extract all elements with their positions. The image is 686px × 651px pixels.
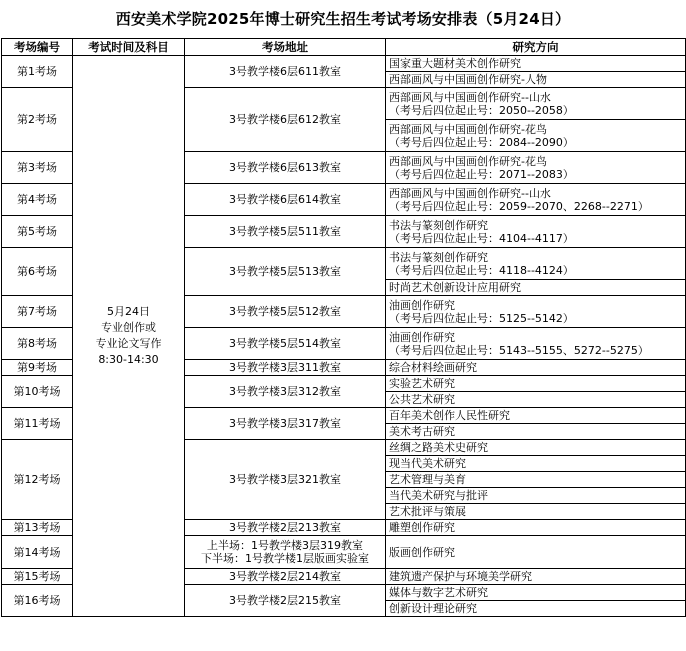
direction-cell: [386, 72, 686, 88]
direction-exam-range: （考号后四位起止号：5125--5142）: [389, 311, 574, 325]
direction-cell: [386, 248, 686, 280]
address-cell: [185, 296, 386, 328]
address-line: 3号教学楼2层214教室: [229, 570, 341, 583]
address-cell: [185, 248, 386, 296]
time-subject-cell: [73, 56, 185, 617]
room-id-cell: 第16考场: [2, 585, 73, 617]
address-cell: [185, 216, 386, 248]
direction-cell: [386, 328, 686, 360]
address-line: 3号教学楼6层613教室: [229, 161, 341, 174]
room-id-cell: 第15考场: [2, 569, 73, 585]
direction-cell: [386, 504, 686, 520]
room-id-cell: 第3考场: [2, 152, 73, 184]
address-cell: [185, 152, 386, 184]
room-id-cell: 第8考场: [2, 328, 73, 360]
direction-name: 丝绸之路美术史研究: [389, 441, 488, 454]
address-line: 3号教学楼5层512教室: [229, 305, 341, 318]
direction-name: 西部画风与中国画创作研究--山水: [389, 90, 551, 104]
address-line: 3号教学楼5层514教室: [229, 337, 341, 350]
direction-cell: [386, 408, 686, 424]
direction-exam-range: （考号后四位起止号：2050--2058）: [389, 103, 574, 117]
direction-cell: [386, 601, 686, 617]
direction-name: 艺术管理与美育: [389, 473, 466, 486]
direction-name: 油画创作研究: [389, 330, 455, 344]
direction-exam-range: （考号后四位起止号：5143--5155、5272--5275）: [389, 343, 649, 357]
direction-name: 书法与篆刻创作研究: [389, 250, 488, 264]
address-cell: [185, 328, 386, 360]
direction-name: 雕塑创作研究: [389, 521, 455, 534]
address-cell: [185, 536, 386, 569]
address-line: 3号教学楼2层213教室: [229, 521, 341, 534]
exam-room-table: [1, 38, 686, 617]
room-id-cell: 第1考场: [2, 56, 73, 88]
address-cell: [185, 440, 386, 520]
direction-name: 油画创作研究: [389, 298, 455, 312]
direction-exam-range: （考号后四位起止号：4118--4124）: [389, 263, 574, 277]
direction-cell: [386, 184, 686, 216]
direction-cell: [386, 56, 686, 72]
direction-name: 书法与篆刻创作研究: [389, 218, 488, 232]
direction-name: 综合材料绘画研究: [389, 361, 477, 374]
direction-cell: [386, 440, 686, 456]
time-subject-line: 5月24日: [107, 305, 150, 318]
direction-name: 公共艺术研究: [389, 393, 455, 406]
direction-exam-range: （考号后四位起止号：4104--4117）: [389, 231, 574, 245]
time-subject-line: 8:30-14:30: [98, 353, 159, 366]
direction-exam-range: （考号后四位起止号：2084--2090）: [389, 135, 574, 149]
header-room-id: 考场编号: [2, 39, 73, 56]
room-id-cell: 第9考场: [2, 360, 73, 376]
direction-cell: [386, 536, 686, 569]
address-cell: [185, 88, 386, 152]
page-title: 西安美术学院2025年博士研究生招生考试考场安排表（5月24日）: [115, 10, 571, 28]
address-line: 3号教学楼6层611教室: [229, 65, 341, 78]
address-cell: [185, 56, 386, 88]
direction-name: 艺术批评与策展: [389, 505, 466, 518]
direction-cell: [386, 472, 686, 488]
direction-cell: [386, 456, 686, 472]
address-line: 3号教学楼3层312教室: [229, 385, 341, 398]
room-id-cell: 第7考场: [2, 296, 73, 328]
direction-cell: [386, 488, 686, 504]
direction-cell: [386, 360, 686, 376]
direction-name: 国家重大题材美术创作研究: [389, 57, 521, 70]
room-id-cell: 第14考场: [2, 536, 73, 569]
address-cell: [185, 376, 386, 408]
direction-name: 西部画风与中国画创作研究--山水: [389, 186, 551, 200]
direction-cell: [386, 152, 686, 184]
direction-name: 百年美术创作人民性研究: [389, 409, 510, 422]
direction-name: 现当代美术研究: [389, 457, 466, 470]
direction-name: 西部画风与中国画创作研究-人物: [389, 73, 547, 86]
time-subject-line: 专业创作或: [101, 321, 156, 334]
direction-name: 创新设计理论研究: [389, 602, 477, 615]
address-cell: [185, 360, 386, 376]
room-id-cell: 第10考场: [2, 376, 73, 408]
direction-cell: [386, 569, 686, 585]
address-line: 3号教学楼6层612教室: [229, 113, 341, 126]
address-line: 上半场：1号教学楼3层319教室: [207, 539, 363, 552]
direction-name: 实验艺术研究: [389, 377, 455, 390]
address-line: 3号教学楼5层513教室: [229, 265, 341, 278]
direction-name: 媒体与数字艺术研究: [389, 586, 488, 599]
address-cell: [185, 408, 386, 440]
direction-cell: [386, 585, 686, 601]
direction-cell: [386, 280, 686, 296]
header-time-subject: 考试时间及科目: [73, 39, 185, 56]
direction-cell: [386, 88, 686, 120]
direction-cell: [386, 392, 686, 408]
direction-name: 美术考古研究: [389, 425, 455, 438]
address-cell: [185, 569, 386, 585]
room-id-cell: 第6考场: [2, 248, 73, 296]
direction-cell: [386, 376, 686, 392]
room-id-cell: 第12考场: [2, 440, 73, 520]
room-id-cell: 第11考场: [2, 408, 73, 440]
address-line: 下半场：1号教学楼1层版画实验室: [201, 552, 369, 565]
direction-exam-range: （考号后四位起止号：2071--2083）: [389, 167, 574, 181]
room-id-cell: 第5考场: [2, 216, 73, 248]
table-header-row: [2, 39, 686, 56]
direction-name: 西部画风与中国画创作研究-花鸟: [389, 122, 547, 136]
address-line: 3号教学楼3层317教室: [229, 417, 341, 430]
direction-cell: [386, 424, 686, 440]
time-subject-line: 专业论文写作: [95, 337, 162, 350]
room-id-cell: 第13考场: [2, 520, 73, 536]
direction-exam-range: （考号后四位起止号：2059--2070、2268--2271）: [389, 199, 649, 213]
address-line: 3号教学楼5层511教室: [229, 225, 341, 238]
address-line: 3号教学楼3层311教室: [229, 361, 341, 374]
address-cell: [185, 184, 386, 216]
direction-cell: [386, 216, 686, 248]
room-id-cell: 第4考场: [2, 184, 73, 216]
direction-cell: [386, 520, 686, 536]
room-id-cell: 第2考场: [2, 88, 73, 152]
address-cell: [185, 585, 386, 617]
direction-cell: [386, 296, 686, 328]
direction-name: 时尚艺术创新设计应用研究: [389, 281, 521, 294]
address-cell: [185, 520, 386, 536]
address-line: 3号教学楼3层321教室: [229, 473, 341, 486]
header-address: 考场地址: [185, 39, 386, 56]
table-row: [2, 56, 686, 72]
address-line: 3号教学楼6层614教室: [229, 193, 341, 206]
direction-name: 当代美术研究与批评: [389, 489, 488, 502]
address-line: 3号教学楼2层215教室: [229, 594, 341, 607]
direction-name: 版画创作研究: [389, 545, 455, 559]
header-direction: 研究方向: [386, 39, 686, 56]
direction-name: 西部画风与中国画创作研究-花鸟: [389, 154, 547, 168]
direction-cell: [386, 120, 686, 152]
direction-name: 建筑遗产保护与环境美学研究: [389, 570, 532, 583]
